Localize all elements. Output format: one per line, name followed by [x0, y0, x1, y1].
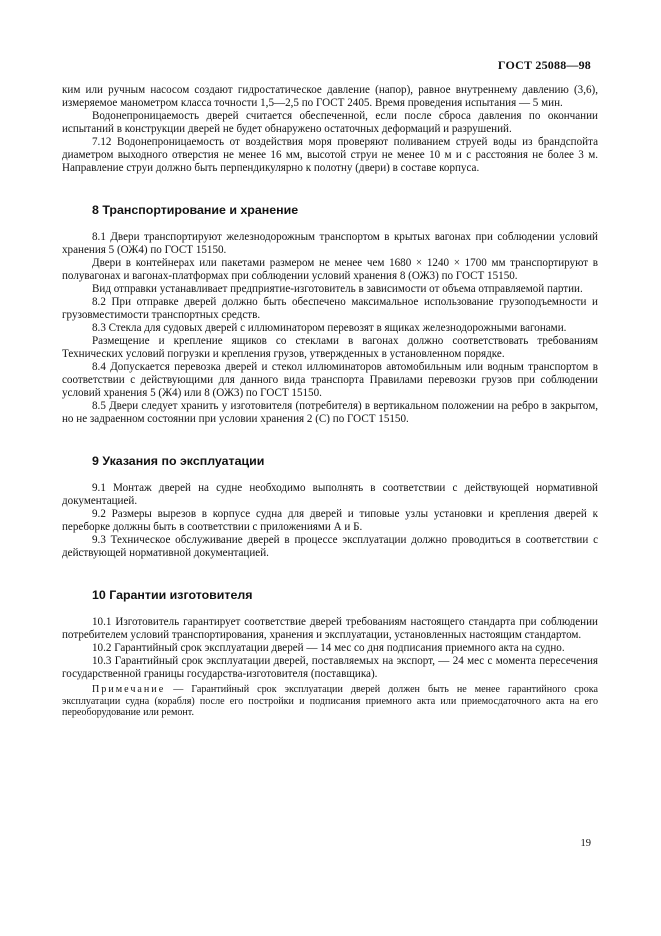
page-number: 19: [580, 838, 591, 849]
paragraph: 9.3 Техническое обслуживание дверей в процессе эксплуатации должно проводиться в соответствии с действующей нормативной документацией.: [62, 534, 598, 559]
paragraph: 8.3 Стекла для судовых дверей с иллюминатором перевозят в ящиках железнодорожными вагонами.: [92, 322, 567, 334]
section-10-title: 10 Гарантии изготовителя: [92, 588, 253, 602]
paragraph: 7.12 Водонепроницаемость от воздействия моря проверяют поливанием струей воды из брандспойта диаметром выходного отверстия не менее 16 мм, высотой струи не менее 10 м и с расстояния не более 3 м. Направление струи должно быть перпендикулярно к полотну (двери) в составе корпуса.: [62, 136, 598, 174]
paragraph: Размещение и крепление ящиков со стеклами в вагонах должно соответствовать требованиям Технических условий погрузки и крепления грузов, утвержденных в установленном порядке.: [62, 335, 598, 360]
paragraph: 10.3 Гарантийный срок эксплуатации дверей, поставляемых на экспорт, — 24 мес с момента пересечения государственной границы государства-изготовителя (поставщика).: [62, 655, 598, 680]
paragraph: 8.2 При отправке дверей должно быть обеспечено максимальное использование грузоподъемности и грузовместимости транспортных средств.: [62, 296, 598, 321]
note-text: — Гарантийный срок эксплуатации дверей должен быть не менее гарантийного срока эксплуатации судна (корабля) после его постройки и подписания приемного акта или приемосдаточного акта на его переоборудование или ремонт.: [62, 684, 598, 719]
note-label: Примечание: [92, 684, 166, 695]
paragraph: Водонепроницаемость дверей считается обеспеченной, если после сброса давления по окончании испытаний в конструкции дверей не будет обнаружено остаточных деформаций и разрушений.: [62, 110, 598, 135]
paragraph: 8.1 Двери транспортируют железнодорожным транспортом в крытых вагонах при соблюдении условий хранения 5 (ОЖ4) по ГОСТ 15150.: [62, 231, 598, 256]
paragraph: 8.4 Допускается перевозка дверей и стекол иллюминаторов автомобильным или водным транспортом в соответствии с действующими для данного вида транспорта Правилами перевозки грузов при соблюдении условий хранения 5 (Ж4) или 8 (ОЖ3) по ГОСТ 15150.: [62, 361, 598, 399]
section-8-title: 8 Транспортирование и хранение: [92, 203, 299, 217]
section-9-title: 9 Указания по эксплуатации: [92, 454, 265, 468]
note: [62, 684, 598, 719]
paragraph: Вид отправки устанавливает предприятие-изготовитель в зависимости от объема отправляемой партии.: [92, 283, 583, 295]
paragraph: 10.2 Гарантийный срок эксплуатации дверей — 14 мес со дня подписания приемного акта на судно.: [92, 642, 565, 654]
paragraph: 9.1 Монтаж дверей на судне необходимо выполнять в соответствии с действующей нормативной документацией.: [62, 482, 598, 507]
paragraph: ким или ручным насосом создают гидростатическое давление (напор), равное внутреннему давлению (3,6), измеряемое манометром класса точности 1,5—2,5 по ГОСТ 2405. Время проведения испытания — 5 мин.: [62, 84, 598, 109]
paragraph: Двери в контейнерах или пакетами размером не менее чем 1680 × 1240 × 1700 мм транспортируют в полувагонах и вагонах-платформах при соблюдении условий хранения 8 (ОЖ3) по ГОСТ 15150.: [62, 257, 598, 282]
paragraph: 9.2 Размеры вырезов в корпусе судна для дверей и типовые узлы установки и крепления дверей к переборке должны быть в соответствии с приложениями А и Б.: [62, 508, 598, 533]
paragraph: 10.1 Изготовитель гарантирует соответствие дверей требованиям настоящего стандарта при соблюдении потребителем условий транспортирования, хранения и эксплуатации, установленных настоящим стандартом.: [62, 616, 598, 641]
paragraph: 8.5 Двери следует хранить у изготовителя (потребителя) в вертикальном положении на ребро в закрытом, но не задраенном состоянии при условии хранения 2 (С) по ГОСТ 15150.: [62, 400, 598, 425]
page-content: [62, 84, 598, 719]
document-header: ГОСТ 25088—98: [497, 58, 591, 72]
